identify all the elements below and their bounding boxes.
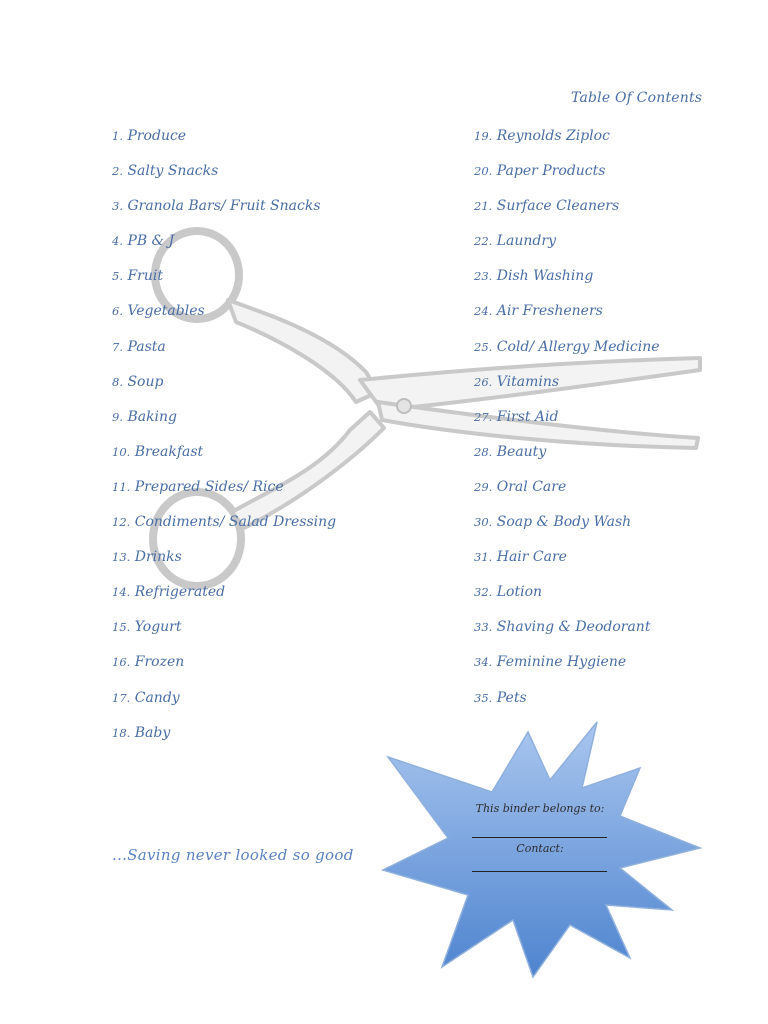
toc-item — [474, 302, 660, 337]
toc-item-number: 10. — [112, 444, 131, 459]
toc-item — [112, 618, 336, 653]
toc-item — [112, 689, 336, 724]
toc-item — [474, 548, 660, 583]
toc-item-label: Prepared Sides/ Rice — [134, 478, 284, 495]
toc-item-label: Baby — [134, 724, 171, 741]
toc-item — [474, 197, 660, 232]
toc-item-number: 30. — [474, 515, 493, 530]
toc-item-number: 3. — [112, 199, 123, 214]
toc-item-label: Oral Care — [496, 478, 567, 495]
toc-item — [112, 162, 336, 197]
toc-item-number: 26. — [474, 374, 493, 389]
toc-item — [112, 232, 336, 267]
toc-item — [474, 162, 660, 197]
toc-item-number: 33. — [474, 620, 493, 635]
toc-item-number: 22. — [474, 234, 493, 249]
toc-item-label: Laundry — [496, 233, 556, 250]
toc-item-label: Pets — [496, 689, 527, 706]
toc-item — [112, 302, 336, 337]
contact-label: Contact: — [516, 842, 564, 855]
binder-owner-line — [472, 837, 607, 838]
toc-item-number: 12. — [112, 515, 131, 530]
toc-item-label: Surface Cleaners — [496, 198, 620, 215]
toc-item-label: Refrigerated — [134, 584, 226, 601]
toc-item-number: 6. — [112, 304, 123, 319]
toc-item-label: Drinks — [134, 549, 182, 566]
toc-item-number: 31. — [474, 550, 493, 565]
binder-owner-label: This binder belongs to: — [475, 802, 605, 815]
toc-item — [112, 513, 336, 548]
tagline: ...Saving never looked so good — [112, 846, 354, 864]
toc-item-number: 35. — [474, 690, 493, 705]
toc-list-right — [474, 127, 660, 724]
starburst-badge — [380, 720, 710, 989]
toc-item-label: Cold/ Allergy Medicine — [496, 338, 660, 355]
toc-item-number: 13. — [112, 550, 131, 565]
toc-item-number: 25. — [474, 339, 493, 354]
toc-item-label: Granola Bars/ Fruit Snacks — [127, 198, 321, 215]
toc-item — [112, 478, 336, 513]
toc-item — [112, 583, 336, 618]
toc-item-number: 5. — [112, 269, 123, 284]
toc-item — [474, 689, 660, 724]
toc-item-label: Breakfast — [134, 443, 204, 460]
toc-item-label: Salty Snacks — [127, 163, 219, 180]
toc-item — [112, 443, 336, 478]
toc-item — [474, 373, 660, 408]
toc-item — [112, 267, 336, 302]
toc-item — [112, 724, 336, 759]
toc-item — [474, 618, 660, 653]
toc-item-number: 23. — [474, 269, 493, 284]
toc-item-label: Soup — [127, 373, 164, 390]
toc-item — [112, 127, 336, 162]
toc-item-label: Candy — [134, 689, 180, 706]
toc-item-label: Yogurt — [134, 619, 182, 636]
toc-item-number: 11. — [112, 479, 131, 494]
toc-item-number: 34. — [474, 655, 493, 670]
toc-item-label: Soap & Body Wash — [496, 514, 632, 531]
toc-item — [112, 653, 336, 688]
toc-item-number: 24. — [474, 304, 493, 319]
toc-item-number: 16. — [112, 655, 131, 670]
toc-item — [474, 653, 660, 688]
toc-title: Table Of Contents — [571, 90, 703, 106]
toc-list-left — [112, 127, 336, 759]
toc-item-label: Produce — [127, 128, 187, 144]
toc-item-number: 7. — [112, 339, 123, 354]
toc-item — [474, 443, 660, 478]
contact-line — [472, 871, 607, 872]
toc-item — [474, 478, 660, 513]
toc-item-label: Pasta — [127, 338, 166, 355]
toc-item — [474, 338, 660, 373]
toc-item-number: 17. — [112, 690, 131, 705]
toc-item — [112, 338, 336, 373]
toc-item-number: 20. — [474, 164, 493, 179]
toc-item-number: 14. — [112, 585, 131, 600]
toc-item — [474, 408, 660, 443]
toc-item-number: 1. — [112, 129, 123, 143]
toc-item-number: 8. — [112, 374, 123, 389]
toc-item-number: 2. — [112, 164, 123, 179]
toc-item-label: Dish Washing — [496, 268, 594, 285]
toc-item-label: Vitamins — [496, 373, 560, 390]
toc-item-label: Beauty — [496, 443, 547, 460]
toc-item-label: PB & J — [127, 233, 175, 250]
toc-item-label: Feminine Hygiene — [496, 654, 627, 671]
toc-item-label: Lotion — [496, 584, 543, 601]
toc-item-number: 32. — [474, 585, 493, 600]
toc-item-number: 29. — [474, 479, 493, 494]
toc-item-label: First Aid — [496, 408, 559, 425]
toc-item-number: 19. — [474, 129, 493, 143]
toc-item-label: Condiments/ Salad Dressing — [134, 514, 337, 531]
toc-item-number: 9. — [112, 409, 123, 424]
toc-item-number: 21. — [474, 199, 493, 214]
toc-item-label: Air Fresheners — [496, 303, 603, 320]
toc-item-label: Baking — [127, 408, 178, 425]
toc-item-number: 27. — [474, 409, 493, 424]
toc-item-label: Shaving & Deodorant — [496, 619, 651, 636]
toc-item — [474, 513, 660, 548]
toc-item-number: 18. — [112, 725, 131, 740]
toc-item-label: Reynolds Ziploc — [496, 128, 610, 144]
toc-item-label: Hair Care — [496, 549, 567, 566]
toc-item-label: Paper Products — [496, 163, 606, 180]
toc-item — [112, 408, 336, 443]
toc-item — [474, 127, 660, 162]
toc-item-number: 15. — [112, 620, 131, 635]
toc-item — [474, 232, 660, 267]
toc-item-number: 28. — [474, 444, 493, 459]
toc-item — [474, 267, 660, 302]
toc-item — [474, 583, 660, 618]
toc-item-label: Fruit — [127, 268, 163, 285]
toc-item — [112, 197, 336, 232]
toc-item-number: 4. — [112, 234, 123, 249]
toc-item-label: Frozen — [134, 654, 185, 671]
toc-item — [112, 373, 336, 408]
toc-item — [112, 548, 336, 583]
toc-item-label: Vegetables — [127, 303, 205, 320]
